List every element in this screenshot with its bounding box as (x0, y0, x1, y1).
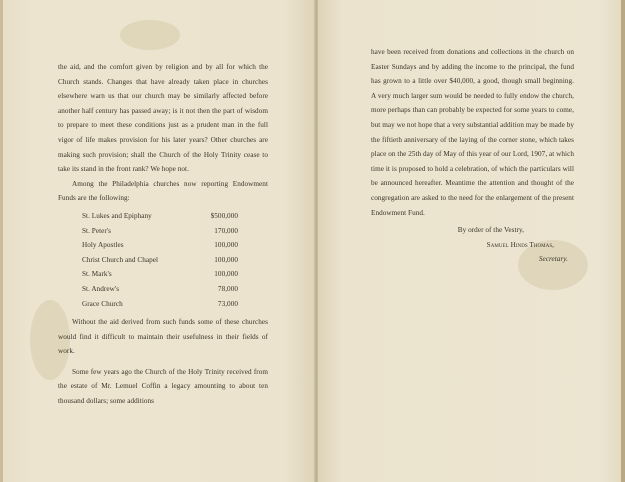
paragraph: Without the aid derived from such funds some of these churches would find it difficult to maintain their usefulness in their fields of work. (58, 318, 268, 356)
endowment-list (58, 209, 268, 311)
right-page (318, 0, 625, 482)
paragraph: Some few years ago the Church of the Holy Trinity received from the estate of Mr. Lemuel Coffin a legacy amounting to about ten thousand dollars; some additions (58, 367, 268, 406)
right-page-text (371, 45, 574, 267)
paragraph: the aid, and the comfort given by religion and by all for which the Church stands. Changes that have already taken place in churches elsewhere warn us that our church may be similarly affected before another half century has passed away; is it not then the part of wisdom to prepare to meet these conditions just as a prudent man in the full vigor of life makes provision for his later years? Other churches are making such provision; shall the Church of the Holy Trinity cease to take its stand in the front rank? We hope not. (58, 63, 268, 174)
paper-stain (120, 20, 180, 50)
church-name: St. Peter's (82, 226, 111, 235)
church-name: Holy Apostles (82, 241, 124, 250)
church-name: St. Andrew's (82, 284, 120, 293)
church-name: Grace Church (82, 299, 123, 308)
endowment-row (58, 267, 268, 282)
church-name: St. Mark's (82, 270, 112, 279)
fund-amount: 170,000 (214, 226, 238, 235)
fund-amount: 100,000 (214, 241, 238, 250)
signoff-role: Secretary. (538, 255, 568, 264)
endowment-row (58, 297, 268, 312)
endowment-row (58, 238, 268, 253)
fund-amount: $500,000 (210, 211, 238, 220)
paragraph: Among the Philadelphia churches now reporting Endowment Funds are the following: (58, 179, 268, 203)
signoff-name: Samuel Hinds Thomas, (486, 240, 554, 249)
endowment-row (58, 253, 268, 268)
paragraph: have been received from donations and collections in the church on Easter Sundays and by adding the income to the principal, the fund has grown to a little over $40,000, a good, though small beginning. A very much larger sum would be needed to fully endow the church, more perhaps than can probably be expected for some years to come, but may we not hope that a very substantial addition may be made by the fiftieth anniversary of the laying of the corner stone, which takes place on the 25th day of May of this year of our Lord, 1907, at which time it is proposed to hold a celebration, of which the particulars will be announced hereafter. Meantime the attention and thought of the congregation are asked to the need for the enlargement of the present Endowment Fund. (371, 48, 574, 217)
fund-amount: 73,000 (217, 299, 238, 308)
fund-amount: 100,000 (214, 270, 238, 279)
signoff-order: By order of the Vestry, (457, 226, 524, 235)
endowment-row (58, 209, 268, 224)
church-name: St. Lukes and Epiphany (82, 211, 152, 220)
left-page-text (58, 60, 268, 409)
signoff (371, 223, 574, 267)
endowment-row (58, 282, 268, 297)
page-edge (621, 0, 625, 482)
fund-amount: 78,000 (217, 284, 238, 293)
fund-amount: 100,000 (214, 255, 238, 264)
page-edge (0, 0, 3, 482)
endowment-row (58, 224, 268, 239)
church-name: Christ Church and Chapel (82, 255, 159, 264)
